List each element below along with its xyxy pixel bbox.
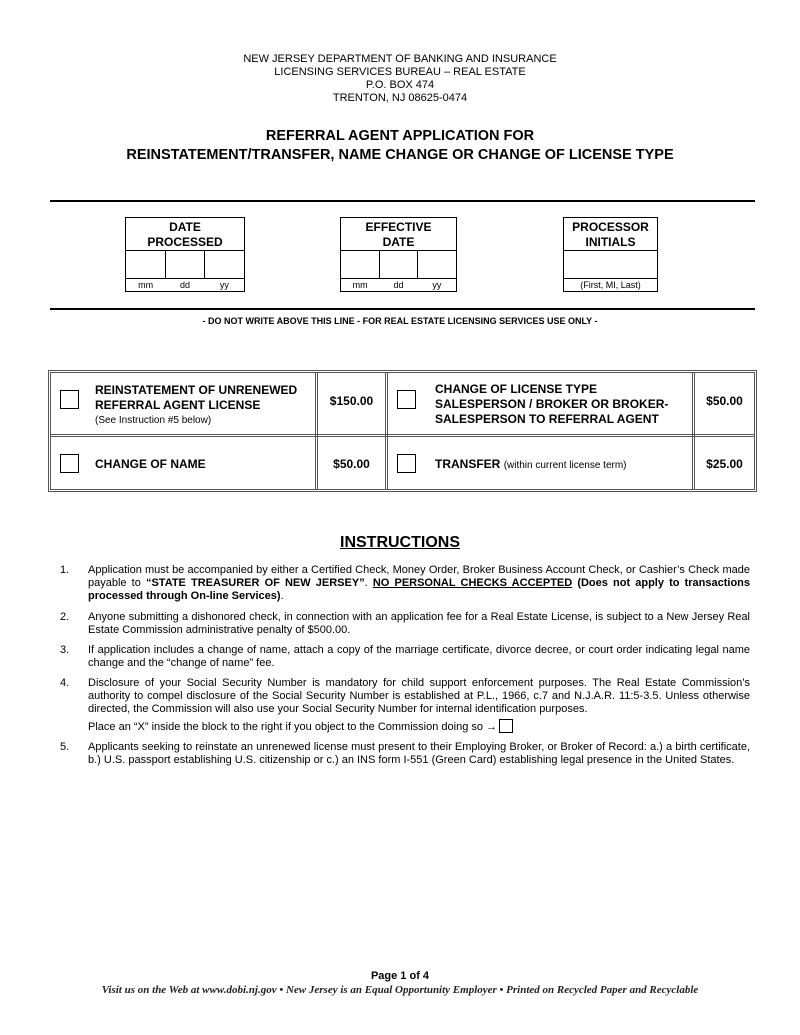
bureau-name: LICENSING SERVICES BUREAU – REAL ESTATE bbox=[274, 66, 526, 78]
form-title-line2: REINSTATEMENT/TRANSFER, NAME CHANGE OR CHANGE OF LICENSE TYPE bbox=[126, 147, 674, 163]
page-number: Page 1 of 4 bbox=[370, 970, 430, 982]
transfer-checkbox[interactable] bbox=[397, 454, 416, 473]
processor-initials-field[interactable] bbox=[564, 251, 657, 278]
top-divider bbox=[50, 200, 755, 202]
office-use-note: - DO NOT WRITE ABOVE THIS LINE - FOR REAL ESTATE LICENSING SERVICES USE ONLY - bbox=[202, 316, 598, 326]
instruction-item: 5. Applicants seeking to reinstate an unrenewed license must present to their Employing Broker, or Broker of Record: a.) a birth certificate, b.) U.S. passport establishing U.S. citizenship or c.) an INS form I-551 (Green Card) establishing legal presence in the United States. bbox=[60, 741, 750, 766]
transfer-fee: $25.00 bbox=[706, 457, 743, 471]
po-box: P.O. BOX 474 bbox=[365, 79, 435, 91]
reinstatement-checkbox[interactable] bbox=[60, 390, 79, 409]
date-processed-yy-field[interactable] bbox=[205, 251, 244, 278]
effective-date-yy-field[interactable] bbox=[418, 251, 456, 278]
reinstatement-label: REINSTATEMENT OF UNRENEWED REFERRAL AGENT LICENSE (See Instruction #5 below) bbox=[95, 383, 298, 426]
date-processed-box: DATE PROCESSED mm dd yy bbox=[125, 217, 245, 292]
processor-initials-box: PROCESSOR INITIALS (First, MI, Last) bbox=[563, 217, 658, 292]
instruction-item: 3. If application includes a change of name, attach a copy of the marriage certificate, divorce decree, or court order indicating legal name change and the “change of name” fee. bbox=[60, 644, 750, 669]
effective-date-heading: EFFECTIVE DATE bbox=[341, 218, 456, 251]
date-processed-mm-field[interactable] bbox=[126, 251, 166, 278]
change-license-type-label: CHANGE OF LICENSE TYPE SALESPERSON / BROKER OR BROKER- SALESPERSON TO REFERRAL AGENT bbox=[435, 382, 669, 426]
application-type-table bbox=[48, 370, 757, 492]
reinstatement-fee: $150.00 bbox=[329, 394, 374, 408]
change-of-name-fee: $50.00 bbox=[333, 457, 370, 471]
effective-date-box: EFFECTIVE DATE mm dd yy bbox=[340, 217, 457, 292]
processor-initials-heading: PROCESSOR INITIALS bbox=[564, 218, 657, 251]
date-processed-dd-field[interactable] bbox=[166, 251, 206, 278]
office-use-divider bbox=[50, 308, 755, 310]
instruction-item: 4. Disclosure of your Social Security Number is mandatory for child support enforcement purposes. The Real Estate Commission’s authority to compel disclosure of the Social Security Number is established at P.L., 1966, c.7 and N.J.A.R. 11:5-3.5. Unless otherwise directed, the Commission will also use your Social Security Number for internal identification purposes. Place an “X” inside the block to the right if you object to the Commission doing so → bbox=[60, 677, 750, 733]
city-state-zip: TRENTON, NJ 08625-0474 bbox=[332, 92, 468, 104]
transfer-label: TRANSFER (within current license term) bbox=[435, 457, 627, 471]
effective-date-dd-field[interactable] bbox=[380, 251, 419, 278]
form-title-line1: REFERRAL AGENT APPLICATION FOR bbox=[265, 128, 535, 144]
instruction-item: 2. Anyone submitting a dishonored check, in connection with an application fee for a Real Estate License, is subject to a New Jersey Real Estate Commission administrative penalty of $500.00. bbox=[60, 611, 750, 636]
change-license-type-fee: $50.00 bbox=[706, 394, 743, 408]
instruction-item: 1. Application must be accompanied by either a Certified Check, Money Order, Broker Business Account Check, or Cashier’s Check made payable to “STATE TREASURER OF NEW JERSEY”. NO PERSONAL CHECKS ACCEPTED (Does not apply to transactions processed through On-line Services). bbox=[60, 564, 750, 602]
effective-date-mm-field[interactable] bbox=[341, 251, 380, 278]
date-processed-heading: DATE PROCESSED bbox=[126, 218, 244, 251]
change-of-name-checkbox[interactable] bbox=[60, 454, 79, 473]
agency-name: NEW JERSEY DEPARTMENT OF BANKING AND INSURANCE bbox=[243, 53, 557, 65]
change-license-type-checkbox[interactable] bbox=[397, 390, 416, 409]
instructions-title: INSTRUCTIONS bbox=[340, 534, 460, 551]
footer-tagline: Visit us on the Web at www.dobi.nj.gov • New Jersey is an Equal Opportunity Employer • Printed on Recycled Paper and Recyclable bbox=[101, 984, 699, 996]
change-of-name-label: CHANGE OF NAME bbox=[95, 457, 206, 471]
ssn-objection-checkbox[interactable] bbox=[499, 719, 513, 733]
